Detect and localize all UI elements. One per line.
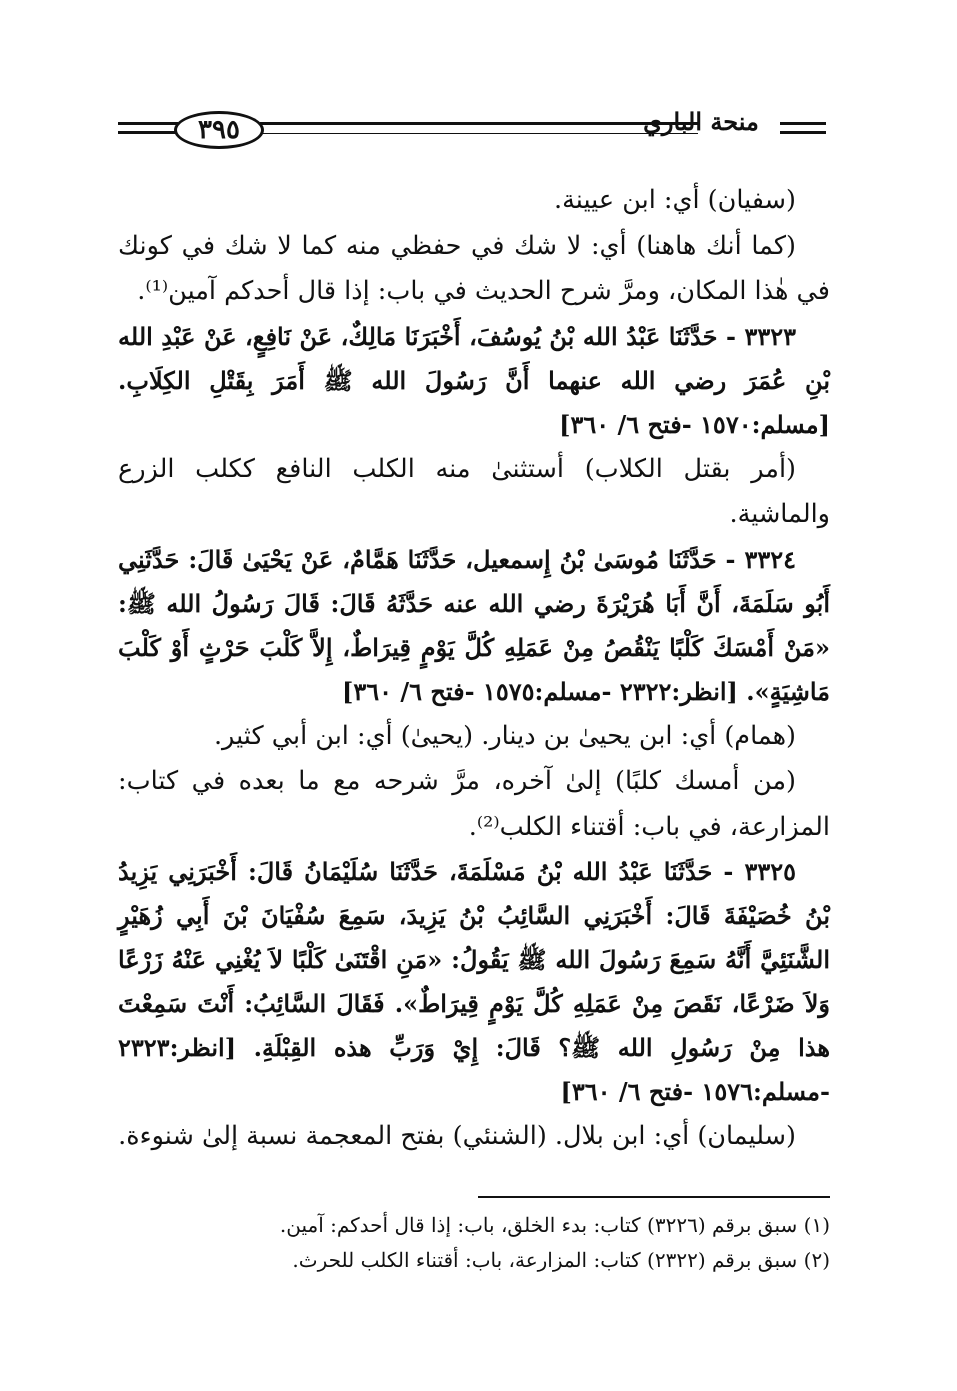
page-number: ٣٩٥: [174, 111, 264, 149]
footnote-1: (١) سبق برقم (٣٢٢٦) كتاب: بدء الخلق، باب: إذا قال أحدكم: آمين.: [279, 1213, 830, 1237]
footnote-2: (٢) سبق برقم (٢٣٢٢) كتاب: المزارعة، باب: أقتناء الكلب للحرث.: [292, 1248, 830, 1272]
commentary-paragraph: (همام) أي: ابن يحيىٰ بن دينار. (يحيىٰ) أي: ابن أبي كثير.: [213, 720, 796, 751]
footnote-separator: [478, 1196, 830, 1198]
page-body: [118, 178, 830, 1160]
hadith-3325: ٣٣٢٥ - حَدَّثَنَا عَبْدُ الله بْنُ مَسْلَمَةَ، حَدَّثَنَا سُلَيْمَانُ قَالَ: أَخْبَرَنِي يَزِيدُ بْنُ خُصَيْفَةَ قَالَ: أَخْبَرَنِي السَّائِبُ بْنُ يَزِيدَ، سَمِعَ سُفْيَانَ بْنَ أَبِي زُهَيْرٍ الشَّنَئِيَّ أَنَّهُ سَمِعَ رَسُولَ الله ﷺ يَقُولُ: «مَنِ اقْتَنَىٰ كَلْبًا لاَ يُغْنِي عَنْهُ زَرْعًا وَلاَ ضَرْعًا، نَقَصَ مِنْ عَمَلِهِ كُلَّ يَوْمٍ قِيرَاطٌ». فَقَالَ السَّائِبُ: أَنْتَ سَمِعْتَ هذا مِنْ رَسُولِ الله ﷺ؟ قَالَ: إِيْ وَرَبِّ هذه القِبْلَةِ. [انظر:٢٣٢٣ -مسلم:١٥٧٦ -فتح ٦/ ٣٦٠]: [118, 857, 830, 1106]
commentary-paragraph: (أمر بقتل الكلاب) أستثنىٰ منه الكلب النافع ككلب الزرع والماشية.: [118, 453, 830, 529]
footnotes: [118, 1208, 830, 1278]
commentary-paragraph: (كما أنك هاهنا) أي: لا شك في حفظي منه كما لا شك في كونك في هٰذا المكان، ومرَّ شرح الحديث في باب: إذا قال أحدكم آمين⁽¹⁾.: [118, 230, 830, 306]
page-header: [118, 105, 828, 155]
header-rule-right: [780, 122, 826, 134]
book-title: منحة الباري: [643, 107, 759, 136]
header-rule-left: [118, 122, 178, 134]
hadith-3324: ٣٣٢٤ - حَدَّثَنَا مُوسَىٰ بْنُ إِسمعيل، حَدَّثَنَا هَمَّامٌ، عَنْ يَحْيَىٰ قَالَ: حَدَّثَنِي أَبُو سَلَمَةَ، أَنَّ أَبَا هُرَيْرَةَ رضي الله عنه حَدَّثَهُ قَالَ: قَالَ رَسُولُ الله ﷺ: «مَنْ أَمْسَكَ كَلْبًا يَنْقُصُ مِنْ عَمَلِهِ كُلَّ يَوْمٍ قِيرَاطٌ، إِلاَّ كَلْبَ حَرْثٍ أَوْ كَلْبَ مَاشِيَةٍ». [انظر:٢٣٢٢ -مسلم:١٥٧٥ -فتح ٦/ ٣٦٠]: [118, 544, 830, 706]
commentary-paragraph: (سفيان) أي: ابن عيينة.: [554, 185, 796, 215]
commentary-paragraph: (سليمان) أي: ابن بلال. (الشنئي) بفتح المعجمة نسبة إلىٰ شنوءة.: [118, 1121, 796, 1151]
hadith-3323: ٣٣٢٣ - حَدَّثَنَا عَبْدُ الله بْنُ يُوسُفَ، أَخْبَرَنَا مَالِكٌ، عَنْ نَافِعٍ، عَنْ عَبْدِ الله بْنِ عُمَرَ رضي الله عنهما أَنَّ رَسُولَ الله ﷺ أَمَرَ بِقَتْلِ الكِلَابِ. [مسلم:١٥٧٠ -فتح ٦/ ٣٦٠]: [118, 321, 830, 439]
commentary-paragraph: (من أمسك كلبًا) إلىٰ آخره، مرَّ شرحه مع ما بعده في كتاب: المزارعة، في باب: أقتناء الكلب⁽²⁾.: [118, 766, 830, 842]
